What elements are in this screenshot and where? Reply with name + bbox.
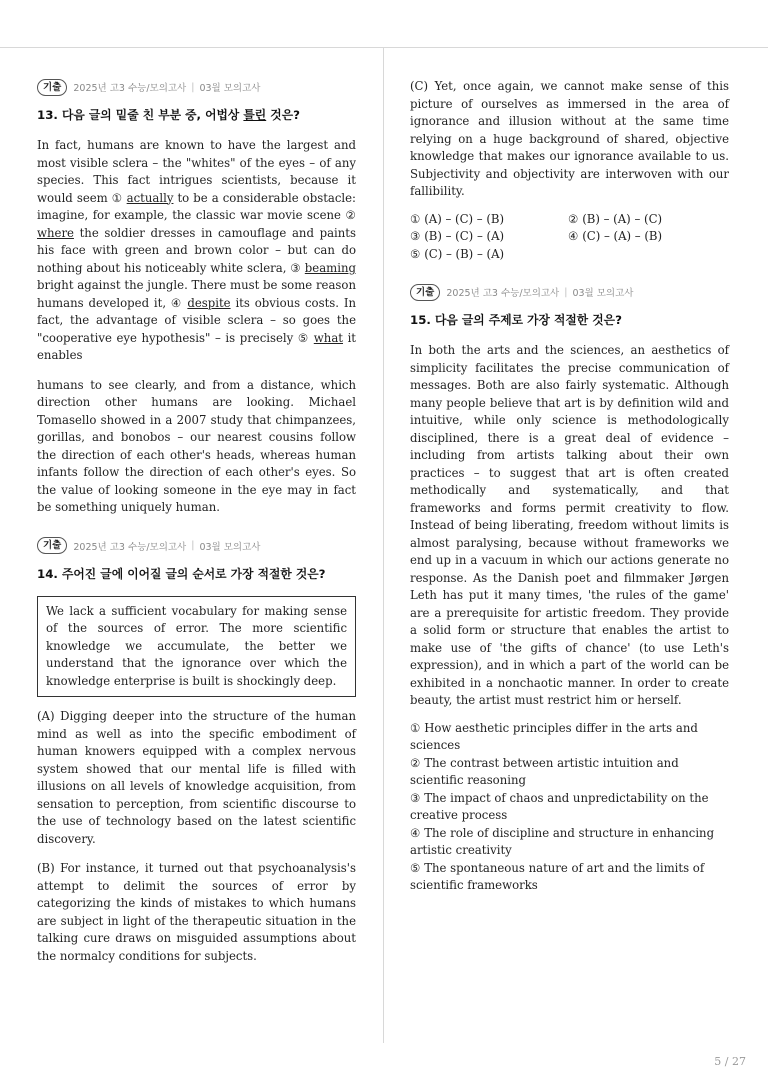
q14-paragraph-a: (A) Digging deeper into the structure of the human mind as well as into the specific embodiment of human knowers equipped with a complex nervous system showed that our mental life is filled with illusions on all levels of knowledge acquisition, from sensation to perception, from scientific discourse to the use of technology based on the latest scientific discovery. — [37, 709, 356, 846]
meta-separator: | — [564, 286, 568, 298]
q14-meta — [37, 537, 356, 555]
q15-meta — [410, 283, 729, 301]
q13-exam: 03월 모의고사 — [199, 83, 261, 94]
q13-passage: In fact, humans are known to have the largest and most visible sclera – the "whites" of the eyes – of any species. This fact intrigues scientists, because it would seem ① actually to be a considerable obstacle: imagine, for example, the classic war movie scene ② where the soldier dresses in camouflage and paints his face with green and brown color – but can do nothing about his noticeably white sclera, ③ beaming bright against the jungle. There must be some reason humans developed it, ④ despite its obvious costs. In fact, the advantage of visible sclera – so goes the "cooperative eye hypothesis" – is precisely ⑤ what it enables — [37, 138, 357, 362]
right-column — [410, 78, 729, 895]
page-number: 5 / 27 — [714, 1055, 746, 1068]
q13-underline-5: what — [313, 330, 343, 345]
q14-choice-2[interactable]: ② (B) – (A) – (C) — [568, 211, 663, 226]
q14-choice-5[interactable]: ⑤ (C) – (B) – (A) — [410, 246, 505, 261]
q14-title: 14. 주어진 글에 이어질 글의 순서로 가장 적절한 것은? — [37, 566, 326, 581]
meta-separator: | — [191, 540, 195, 551]
q13-tag-badge: 기출 — [37, 79, 67, 96]
q15-choice-4[interactable]: ④ The role of discipline and structure in enhancing artistic creativity — [410, 825, 715, 857]
q14-choice-4[interactable]: ④ (C) – (A) – (B) — [568, 229, 663, 243]
q14-paragraph-c: (C) Yet, once again, we cannot make sense of this picture of ourselves as immersed in the area of ignorance and illusion without at the same time relying on a huge background of shared, objective knowledge that makes our ignorance available to us. Subjectivity and objectivity are interwoven with our fallibility. — [410, 79, 729, 198]
q13-underline-4: despite — [187, 295, 231, 310]
q13-underline-2: where — [37, 225, 74, 240]
q14-given-text: We lack a sufficient vocabulary for making sense of the sources of error. The more scientific knowledge we accumulate, the better we understand that the ignorance over which the knowledge enterprise is built is shockingly deep. — [46, 603, 347, 688]
q13-title: 13. 다음 글의 밑줄 친 부분 중, 어법상 틀린 것은? — [37, 108, 300, 122]
meta-separator: | — [191, 81, 195, 93]
q15-title: 15. 다음 글의 주제로 가장 적절한 것은? — [410, 313, 622, 327]
q15-choice-3[interactable]: ③ The impact of chaos and unpredictability on the creative process — [410, 790, 709, 822]
q13-meta — [37, 78, 356, 96]
q14-source: 2025년 고3 수능/모의고사 — [73, 541, 187, 553]
q15-tag-badge: 기출 — [410, 284, 440, 301]
q14-choices — [410, 211, 729, 264]
q14-paragraph-b: (B) For instance, it turned out that psychoanalysis's attempt to delimit the sources of error by categorizing the kinds of mistakes to which humans are subject in light of the therapeutic situation in the talking cure draws on misguided assumptions about the normalcy conditions for subjects. — [37, 861, 356, 963]
question-15 — [410, 283, 729, 895]
q15-choice-1[interactable]: ① How aesthetic principles differ in the arts and sciences — [410, 720, 698, 752]
q13-underline-3: beaming — [304, 260, 356, 275]
q14-tag-badge: 기출 — [37, 537, 67, 554]
q14-given-text-box — [37, 596, 356, 698]
q13-source: 2025년 고3 수능/모의고사 — [73, 83, 187, 94]
question-13 — [37, 78, 356, 517]
q15-choices — [410, 720, 729, 895]
q14-exam: 03월 모의고사 — [199, 541, 261, 553]
q14-choice-3[interactable]: ③ (B) – (C) – (A) — [410, 229, 505, 243]
q14-choice-1[interactable]: ① (A) – (C) – (B) — [410, 211, 505, 226]
q15-choice-2[interactable]: ② The contrast between artistic intuition and scientific reasoning — [410, 755, 679, 787]
header-rule — [0, 47, 768, 48]
q13-underline-1: actually — [126, 190, 174, 205]
q13-passage-continued: humans to see clearly, and from a distance, which direction other humans are looking. Michael Tomasello showed in a 2007 study that chimpanzees, gorillas, and bonobos – our nearest cousins follow the direction of each other's heads, whereas human infants follow the direction of each other's eyes. So the value of looking someone in the eye may in fact be something uniquely human. — [37, 377, 356, 514]
q15-exam: 03월 모의고사 — [572, 288, 634, 299]
question-14 — [37, 537, 356, 966]
q15-choice-5[interactable]: ⑤ The spontaneous nature of art and the limits of scientific frameworks — [410, 860, 705, 892]
column-divider — [383, 48, 384, 1043]
q15-source: 2025년 고3 수능/모의고사 — [446, 288, 560, 299]
left-column — [37, 78, 356, 965]
q15-passage: In both the arts and the sciences, an aesthetics of simplicity facilitates the precise communication of messages. Both are also fairly systematic. Although many people believe that art is by definition wild and intuitive, while only science is methodologically disciplined, there is a great deal of evidence – including from artists talking about their own practices – to suggest that art is often created methodically and systematically, and that frameworks and forms permit creativity to flow. Instead of being liberating, freedom without limits is almost paralysing, because without frameworks we end up in a vacuum in which our actions generate no response. As the Danish poet and filmmaker Jørgen Leth has put it many times, 'the rules of the game' are a prerequisite for artistic freedom. They provide a solid form or structure that enables the artist to make use of 'the gifts of chance' (to use Leth's expression), and in which a part of the world can be exhibited in a nonchaotic manner. In order to create beauty, the artist must restrict him or herself. — [410, 343, 729, 707]
